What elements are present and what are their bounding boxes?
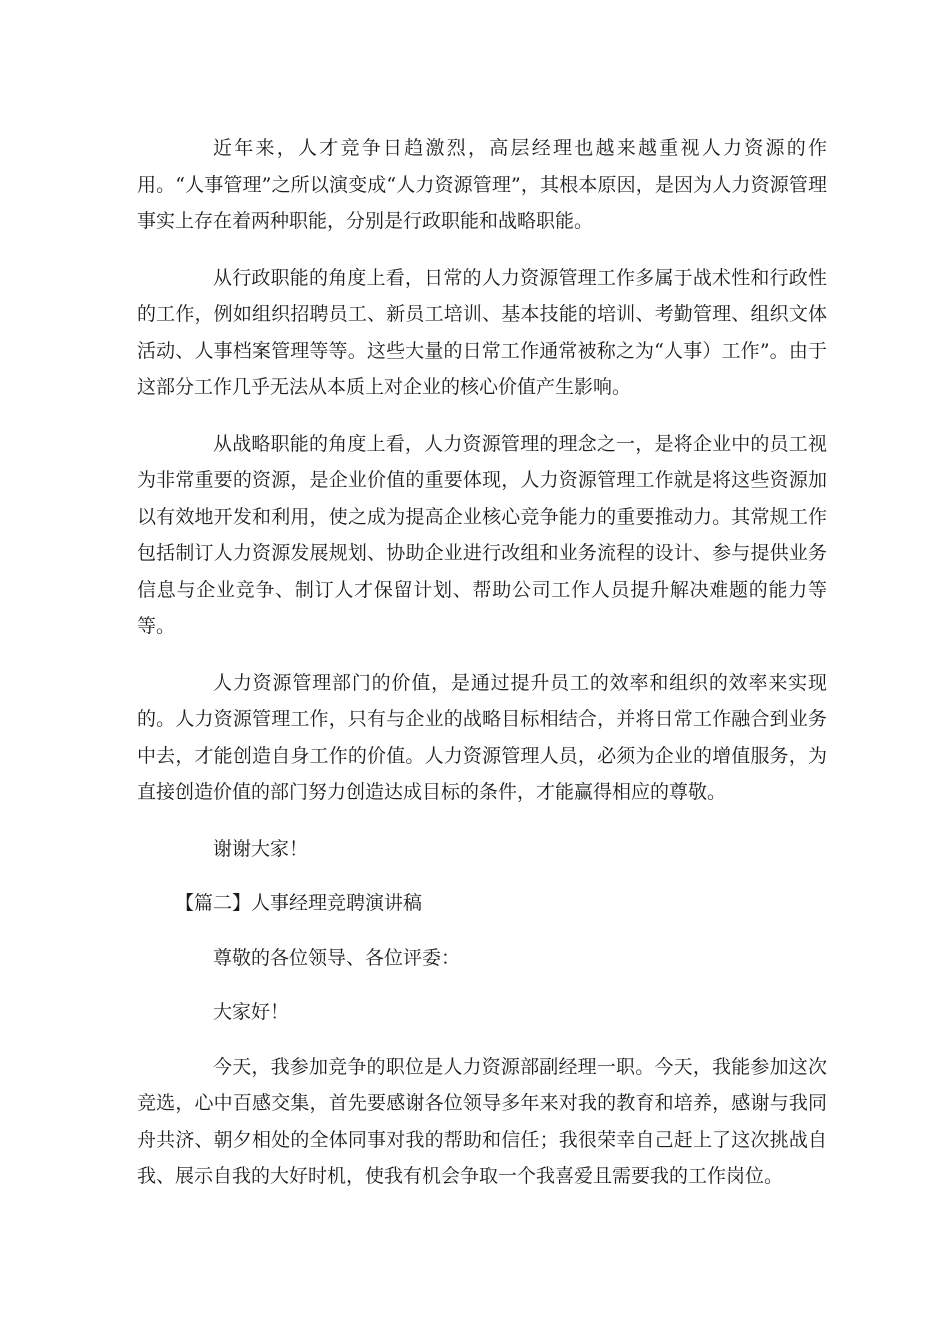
paragraph-hr-department-value: 人力资源管理部门的价值，是通过提升员工的效率和组织的效率来实现的。人力资源管理工作，只有与企业的战略目标相结合，并将日常工作融合到业务中去，才能创造自身工作的价值。人力资源管理人员，必须为企业的增值服务，为直接创造价值的部门努力创造达成目标的条件，才能赢得相应的尊敬。 [137,671,827,803]
paragraph-position-intro: 今天，我参加竞争的职位是人力资源部副经理一职。今天，我能参加这次竞选，心中百感交集，首先要感谢各位领导多年来对我的教育和培养，感谢与我同舟共济、朝夕相处的全体同事对我的帮助和信任；我很荣幸自己赶上了这次挑战自我、展示自我的大好时机，使我有机会争取一个我喜爱且需要我的工作岗位。 [137,1055,827,1187]
paragraph-greeting-leaders: 尊敬的各位领导、各位评委： [213,946,461,969]
paragraph-administrative-function: 从行政职能的角度上看，日常的人力资源管理工作多属于战术性和行政性的工作，例如组织招聘员工、新员工培训、基本技能的培训、考勤管理、组织文体活动、人事档案管理等等。这些大量的日常工作通常被称之为“人事）工作”。由于这部分工作几乎无法从本质上对企业的核心价值产生影响。 [137,266,827,398]
paragraph-hr-competition: 近年来，人才竞争日趋激烈，高层经理也越来越重视人力资源的作用。“人事管理”之所以演变成“人力资源管理”，其根本原因，是因为人力资源管理事实上存在着两种职能，分别是行政职能和战略职能。 [137,137,827,232]
paragraph-greeting-all: 大家好！ [213,1001,290,1023]
section-heading: 【篇二】人事经理竞聘演讲稿 [175,892,423,914]
paragraph-thanks: 谢谢大家！ [213,837,309,860]
document-body [137,130,827,1215]
paragraph-strategic-function: 从战略职能的角度上看，人力资源管理的理念之一，是将企业中的员工视为非常重要的资源，是企业价值的重要体现，人力资源管理工作就是将这些资源加以有效地开发和利用，使之成为提高企业核心竞争能力的重要推动力。其常规工作包括制订人力资源发展规划、协助企业进行改组和业务流程的设计、参与提供业务信息与企业竞争、制订人才保留计划、帮助公司工作人员提升解决难题的能力等等。 [137,432,827,637]
